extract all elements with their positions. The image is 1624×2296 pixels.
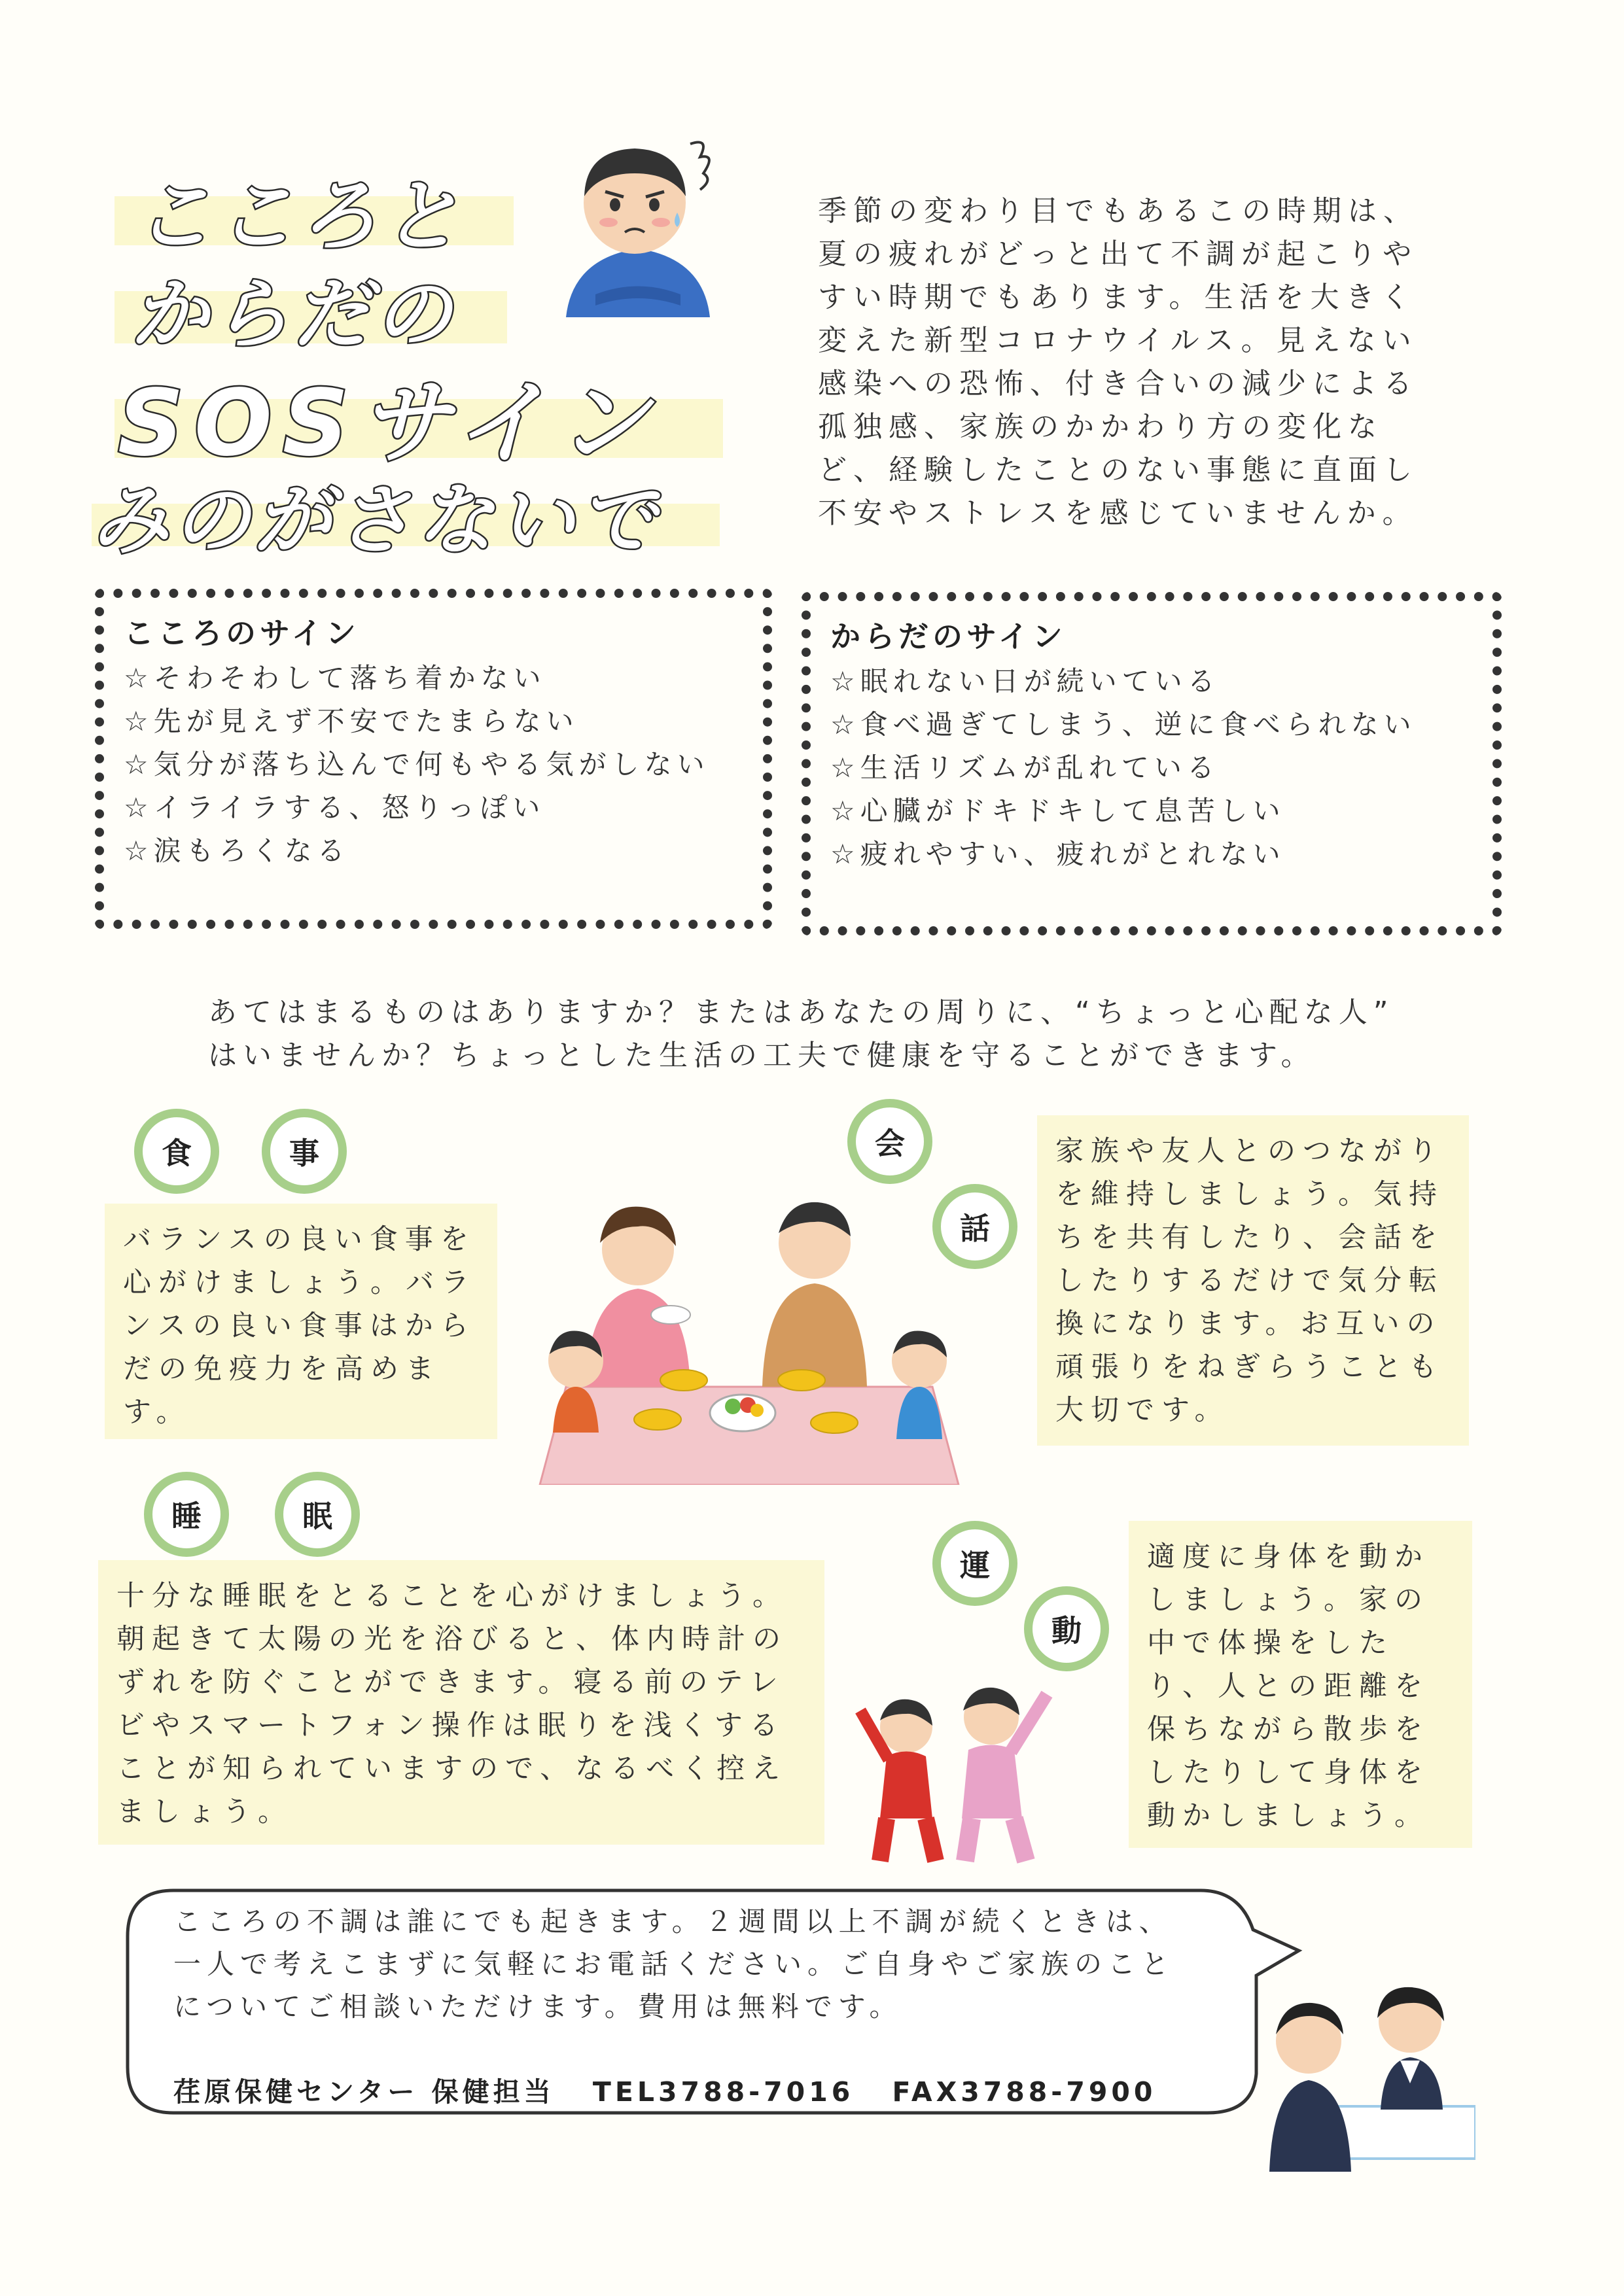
karada-signs-heading: からだのサイン — [830, 619, 1067, 654]
karada-sign-item: ☆眠れない日が続いている — [830, 665, 1220, 697]
worried-boy-illustration — [559, 128, 716, 317]
karada-sign-item: ☆心臓がドキドキして息苦しい — [830, 795, 1286, 827]
question-text — [208, 991, 1451, 1077]
exercise-illustration — [851, 1675, 1073, 1864]
title-line-1: こころと — [134, 171, 464, 262]
meal-circle-1: 食 — [134, 1109, 219, 1194]
meal-text-panel: バランスの良い食事を心がけましょう。バランスの良い食事はからだの免疫力を高めます。 — [105, 1204, 497, 1439]
meal-circle-2: 事 — [262, 1109, 347, 1194]
talk-circle-1: 会 — [847, 1099, 932, 1184]
exercise-circle-1: 運 — [932, 1521, 1017, 1606]
kokoro-sign-item: ☆気分が落ち込んで何もやる気がしない — [124, 748, 710, 780]
sleep-circle-2: 眠 — [275, 1472, 360, 1557]
contact-fax: FAX3788-7900 — [892, 2076, 1157, 2108]
kokoro-signs-heading: こころのサイン — [124, 616, 360, 651]
kokoro-signs-box — [95, 589, 772, 929]
consultation-message: こころの不調は誰にでも起きます。２週間以上不調が続くときは、一人で考えこまずに気軽にお電話ください。ご自身やご家族のことについてご相談いただけます。費用は無料です。 — [173, 1905, 1175, 2023]
contact-org: 荏原保健センター 保健担当 — [173, 2076, 555, 2108]
kokoro-sign-item: ☆涙もろくなる — [124, 835, 350, 867]
intro-paragraph: 季節の変わり目でもあるこの時期は、夏の疲れがどっと出て不調が起こりやすい時期でもあります。生活を大きく変えた新型コロナウイルス。見えない感染への恐怖、付き合いの減少による孤独感、家族のかかわり方の変化など、経験したことのない事態に直面し不安やストレスを感じていませんか。 — [818, 194, 1419, 530]
kokoro-sign-item: ☆先が見えず不安でたまらない — [124, 705, 579, 737]
kokoro-sign-item: ☆そわそわして落ち着かない — [124, 662, 546, 694]
contact-tel: TEL3788-7016 — [592, 2076, 855, 2108]
sleep-circle-1: 睡 — [144, 1472, 229, 1557]
talk-text-panel: 家族や友人とのつながりを維持しましょう。気持ちを共有したり、会話をしたりするだけで気分転換になります。お互いの頑張りをねぎらうことも大切です。 — [1037, 1115, 1469, 1446]
karada-sign-item: ☆疲れやすい、疲れがとれない — [830, 838, 1286, 870]
karada-sign-item: ☆食べ過ぎてしまう、逆に食べられない — [830, 708, 1417, 740]
title-line-3: SOSサイン — [118, 370, 659, 477]
family-meal-illustration — [527, 1171, 972, 1485]
kokoro-sign-item: ☆イライラする、怒りっぽい — [124, 791, 546, 824]
sleep-text-panel: 十分な睡眠をとることを心がけましょう。朝起きて太陽の光を浴びると、体内時計のずれを防ぐことができます。寝る前のテレビやスマートフォン操作は眠りを浅くすることが知られていますので、なるべく控えましょう。 — [98, 1560, 824, 1845]
question-line-2: はいませんか？ちょっとした生活の工夫で健康を守ることができます。 — [208, 1039, 1316, 1072]
karada-signs-box — [802, 592, 1502, 935]
title-line-4: みのがさないで — [92, 475, 660, 565]
title-line-2: からだの — [131, 269, 456, 359]
question-line-1: あてはまるものはありますか？またはあなたの周りに、“ちょっと心配な人” — [208, 996, 1394, 1029]
talk-circle-2: 話 — [932, 1184, 1017, 1269]
karada-sign-item: ☆生活リズムが乱れている — [830, 752, 1220, 784]
counseling-illustration — [1260, 1969, 1475, 2172]
exercise-circle-2: 動 — [1024, 1586, 1109, 1671]
exercise-text-panel: 適度に身体を動かしましょう。家の中で体操をしたり、人との距離を保ちながら散歩をしたりして身体を動かしましょう。 — [1129, 1521, 1472, 1848]
contact-info — [173, 2070, 1181, 2109]
